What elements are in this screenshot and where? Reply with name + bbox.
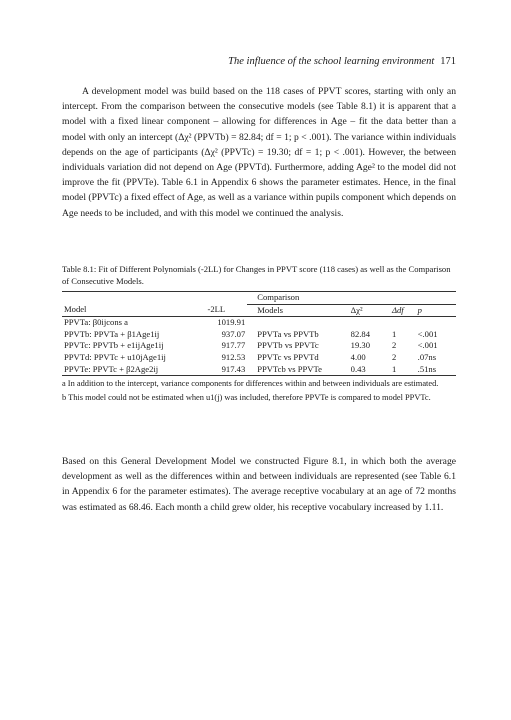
cell-model: PPVTc: PPVTb + e1ijAge1ij (64, 340, 164, 351)
table-row (62, 352, 456, 364)
cell-chi (349, 317, 384, 329)
cell-model: PPVTa: β0ijcons a (64, 317, 128, 328)
cell-model: PPVTd: PPVTc + u10jAge1ij (64, 351, 166, 362)
header-comparison: Comparison (247, 292, 348, 305)
cell-model: PPVTe: PPVTc + β2Age2ij (62, 364, 205, 376)
table-row (62, 340, 456, 352)
cell-p: .51ns (416, 364, 456, 376)
cell-2ll: 937.07 (221, 328, 246, 339)
page-number: 171 (440, 56, 456, 67)
cell-df: 1 (384, 364, 416, 376)
header-p: p (416, 304, 456, 317)
cell-df: 1 (391, 328, 397, 339)
header-2ll: -2LL (205, 304, 247, 317)
cell-chi: 0.43 (349, 364, 384, 376)
cell-chi: 19.30 (350, 340, 370, 351)
cell-df (384, 317, 416, 329)
cell-df: 2 (391, 351, 397, 362)
cell-model: PPVTb: PPVTa + β1Age1ij (64, 328, 160, 339)
fit-table (62, 291, 456, 376)
header-delta-df: Δdf (384, 304, 416, 317)
table-row (62, 329, 456, 341)
footnote-a: a In addition to the intercept, variance components for differences within and between individuals are estimated. (62, 379, 439, 389)
cell-chi: 4.00 (350, 351, 366, 362)
paragraph-general-development-model: Based on this General Development Model we constructed Figure 8.1, in which both the average development as well as the differences within and between individuals are represented (see Table 6.1 in Appendix 6 for the parameter estimates). The average receptive vocabulary at an age of 72 months was estimated as 68.46. Each month a child grew older, his receptive vocabulary increased by 1.11. (62, 456, 456, 513)
cell-2ll: 912.53 (221, 351, 246, 362)
running-header (62, 56, 456, 67)
cell-comparison: PPVTc vs PPVTd (257, 351, 319, 362)
cell-p: .07ns (417, 351, 437, 362)
cell-2ll: 917.77 (221, 340, 246, 351)
table-footnotes (62, 378, 456, 404)
cell-comparison (247, 317, 348, 329)
table-row (62, 364, 456, 376)
cell-p (416, 317, 456, 329)
table-header-row (62, 304, 456, 317)
header-models: Models (247, 304, 348, 317)
cell-2ll: 1019.91 (217, 317, 246, 328)
table-8-1 (62, 263, 456, 405)
cell-comparison: PPVTa vs PPVTb (257, 328, 319, 339)
table-caption: Table 8.1: Fit of Different Polynomials (-2LL) for Changes in PPVT score (118 cases) as well as the Comparison of Consecutive Models. (62, 264, 451, 286)
header-model: Model (62, 304, 205, 317)
table-row (62, 317, 456, 329)
footnote-b: b This model could not be estimated when u1(j) was included, therefore PPVTe is compared to model PPVTc. (62, 392, 431, 402)
table-header-row-top (62, 292, 456, 305)
cell-2ll: 917.43 (205, 364, 247, 376)
cell-df: 2 (391, 340, 397, 351)
cell-p: <.001 (417, 340, 438, 351)
cell-p: <.001 (417, 328, 438, 339)
cell-comparison: PPVTcb vs PPVTe (247, 364, 348, 376)
running-header-title: The influence of the school learning environment (228, 56, 435, 67)
header-delta-chi: Δχ² (349, 304, 384, 317)
paragraph-development-model: A development model was build based on the 118 cases of PPVT scores, starting with only an intercept. From the comparison between the consecutive models (see Table 8.1) it is apparent that a model with a fixed linear component – allowing for differences in Age – fit the data better than a model with only an intercept (Δχ² (PPVTb) = 82.84; df = 1; p < .001). The variance within individuals depends on the age of participants (Δχ² (PPVTc) = 19.30; df = 1; p < .001). However, the between individuals variation did not depend on Age (PPVTd). Furthermore, adding Age² to the model did not improve the fit (PPVTe). Table 6.1 in Appendix 6 shows the parameter estimates. Hence, in the final model (PPVTc) a fixed effect of Age, as well as a variance within pupils component which depends on Age needs to be included, and with this model we continued the analysis. (62, 86, 456, 219)
cell-comparison: PPVTb vs PPVTc (257, 340, 319, 351)
cell-chi: 82.84 (350, 328, 370, 339)
